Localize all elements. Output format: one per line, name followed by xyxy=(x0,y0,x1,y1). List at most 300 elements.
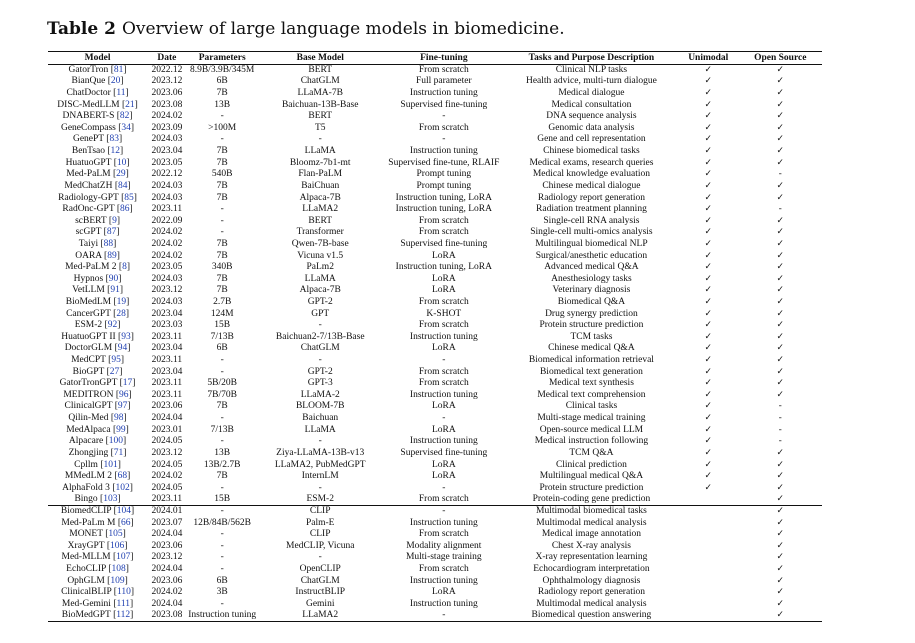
model-name: MedAlpaca xyxy=(66,424,111,435)
model-name: HuatuoGPT xyxy=(65,157,112,168)
model-name: GatorTron xyxy=(68,65,109,76)
cell-tasks: Clinical tasks xyxy=(565,401,618,412)
cell-open-source: ✓ xyxy=(776,308,785,319)
citation-link[interactable]: 82 xyxy=(119,111,130,122)
table-row xyxy=(48,413,822,425)
cell-model: Zhongjing [71] xyxy=(68,447,127,458)
cell-tasks: Chinese biomedical tasks xyxy=(543,146,640,157)
citation-link[interactable]: 12 xyxy=(110,146,121,157)
model-name: RadOnc-GPT xyxy=(62,204,115,215)
cell-open-source: ✓ xyxy=(776,180,785,191)
citation-link[interactable]: 66 xyxy=(121,517,131,528)
cell-tasks: Medical text comprehension xyxy=(537,389,646,400)
cell-unimodal: ✓ xyxy=(704,169,713,180)
citation-link[interactable]: 8 xyxy=(122,262,127,273)
table-caption-label: Table 2 xyxy=(47,19,116,39)
citation-link[interactable]: 94 xyxy=(117,343,128,354)
header-model: Model xyxy=(48,52,147,65)
cell-model: Bingo [103] xyxy=(74,494,121,505)
cell-model: MMedLM 2 [68] xyxy=(64,471,131,482)
cell-model: HuatuoGPT II [93] xyxy=(61,331,134,342)
cell-unimodal: ✓ xyxy=(704,99,713,110)
cell-tasks: Surgical/anesthetic education xyxy=(535,250,648,261)
model-name: BiomedCLIP xyxy=(60,506,112,517)
cell-date: 2024.02 xyxy=(151,227,183,238)
cell-parameters: 7B xyxy=(216,471,228,482)
cell-base-model: ChatGLM xyxy=(300,76,340,87)
cell-parameters: 15B xyxy=(214,494,231,505)
table-row xyxy=(48,285,822,297)
citation-link[interactable]: 34 xyxy=(121,122,131,133)
model-name: GatorTronGPT xyxy=(59,378,118,389)
model-name: Hypnos xyxy=(73,273,104,284)
cell-date: 2022.12 xyxy=(151,169,183,180)
cell-fine-tuning: - xyxy=(442,134,446,145)
cell-date: 2023.04 xyxy=(151,343,183,354)
table-row xyxy=(48,250,822,262)
cell-open-source: ✓ xyxy=(776,564,785,574)
cell-model: XrayGPT [106] xyxy=(67,540,128,551)
cell-date: 2024.02 xyxy=(151,250,183,261)
cell-open-source: ✓ xyxy=(776,250,785,261)
model-name: Radiology-GPT xyxy=(58,192,119,203)
cell-fine-tuning: LoRA xyxy=(431,424,456,435)
cell-date: 2023.07 xyxy=(151,517,183,528)
cell-unimodal: ✓ xyxy=(704,308,713,319)
cell-date: 2024.02 xyxy=(151,587,183,598)
cell-open-source: ✓ xyxy=(776,389,785,400)
cell-base-model: ChatGLM xyxy=(300,343,340,354)
cell-base-model: InstructBLIP xyxy=(295,587,346,598)
cell-model: Radiology-GPT [85] xyxy=(58,192,137,203)
model-name: Qilin-Med xyxy=(68,413,109,424)
model-name: BioMedGPT xyxy=(61,610,111,621)
cell-unimodal xyxy=(678,494,739,506)
table-row xyxy=(48,343,822,355)
cell-unimodal xyxy=(678,517,739,529)
cell-open-source: ✓ xyxy=(776,99,785,110)
cell-base-model: CLIP xyxy=(258,506,383,518)
cell-unimodal: ✓ xyxy=(704,227,713,238)
cell-base-model: BaiChuan xyxy=(301,180,340,191)
cell-base-model: - xyxy=(318,482,322,493)
cell-base-model: T5 xyxy=(314,122,326,133)
citation-link[interactable]: 83 xyxy=(109,134,119,145)
citation-link[interactable]: 109 xyxy=(110,575,125,586)
cell-parameters: - xyxy=(220,413,224,424)
cell-parameters: 15B xyxy=(214,320,231,331)
cell-fine-tuning: From scratch xyxy=(418,215,469,226)
cell-parameters: 7B xyxy=(216,273,228,284)
table-row xyxy=(48,262,822,274)
cell-unimodal: ✓ xyxy=(704,378,713,389)
citation-link[interactable]: 90 xyxy=(108,273,119,284)
cell-date: 2023.06 xyxy=(151,401,183,412)
cell-open-source: ✓ xyxy=(776,355,785,366)
cell-base-model: Palm-E xyxy=(305,517,335,528)
cell-tasks: Single-cell multi-omics analysis xyxy=(530,227,653,238)
cell-open-source: ✓ xyxy=(776,552,785,563)
citation-link[interactable]: 103 xyxy=(103,494,118,505)
model-name: Med-PaLM xyxy=(66,169,111,180)
table-row xyxy=(48,599,822,611)
citation-link[interactable]: 110 xyxy=(116,587,131,598)
cell-base-model: Qwen-7B-base xyxy=(291,238,349,249)
citation-link[interactable]: 28 xyxy=(116,308,126,319)
cell-fine-tuning: From scratch xyxy=(418,296,469,307)
cell-fine-tuning: LoRA xyxy=(431,459,456,470)
cell-base-model: GPT-2 xyxy=(307,366,333,377)
cell-tasks: Clinical prediction xyxy=(555,459,627,470)
cell-open-source: ✓ xyxy=(776,227,785,238)
table-row xyxy=(48,204,822,216)
table-row xyxy=(48,192,822,204)
cell-base-model: BERT xyxy=(308,111,333,122)
citation-link[interactable]: 10 xyxy=(116,157,127,168)
citation-link[interactable]: 68 xyxy=(117,471,128,482)
table-row xyxy=(48,146,822,158)
cell-date: 2024.03 xyxy=(151,273,183,284)
table-caption xyxy=(47,19,565,39)
table-row xyxy=(48,366,822,378)
cell-fine-tuning: Instruction tuning xyxy=(409,389,478,400)
cell-unimodal: ✓ xyxy=(704,296,713,307)
cell-fine-tuning: Prompt tuning xyxy=(416,169,472,180)
model-name: BenTsao xyxy=(71,146,105,157)
model-name: DISC-MedLLM xyxy=(57,99,120,110)
cell-date: 2023.04 xyxy=(151,366,183,377)
citation-link[interactable]: 86 xyxy=(120,204,130,215)
citation-link[interactable]: 71 xyxy=(113,447,124,458)
cell-tasks: Health advice, multi-turn dialogue xyxy=(525,76,657,87)
cell-fine-tuning: Instruction tuning xyxy=(409,331,478,342)
cell-tasks: Radiation treatment planning xyxy=(536,204,647,215)
cell-fine-tuning: Instruction tuning xyxy=(409,517,478,528)
cell-unimodal: ✓ xyxy=(704,65,713,76)
cell-date: 2023.09 xyxy=(151,122,183,133)
cell-parameters: 7B xyxy=(216,401,228,412)
cell-unimodal xyxy=(678,610,739,622)
table-caption-text: Overview of large language models in biomedicine. xyxy=(121,19,565,39)
cell-fine-tuning: K-SHOT xyxy=(426,308,462,319)
cell-unimodal: ✓ xyxy=(704,355,713,366)
cell-unimodal: ✓ xyxy=(704,343,713,354)
cell-base-model: LLaMA xyxy=(304,273,336,284)
cell-unimodal: ✓ xyxy=(704,146,713,157)
cell-fine-tuning: Prompt tuning xyxy=(416,180,472,191)
cell-fine-tuning: Instruction tuning xyxy=(409,598,478,609)
citation-link[interactable]: 105 xyxy=(108,529,123,540)
table-row xyxy=(48,482,822,494)
cell-tasks: Multimodal biomedical tasks xyxy=(505,506,678,518)
cell-date: 2023.05 xyxy=(151,157,183,168)
cell-tasks: Biomedical question answering xyxy=(505,610,678,622)
cell-model: DNABERT-S [82] xyxy=(62,111,133,122)
table-row xyxy=(48,332,822,344)
cell-tasks: Protein structure prediction xyxy=(539,482,644,493)
cell-fine-tuning: - xyxy=(383,506,505,518)
citation-link[interactable]: 101 xyxy=(103,459,118,470)
model-name: ESM-2 xyxy=(74,320,103,331)
citation-link[interactable]: 98 xyxy=(114,413,124,424)
cell-model: GatorTronGPT [17] xyxy=(59,378,136,389)
cell-base-model: PaLm2 xyxy=(306,262,334,273)
cell-fine-tuning: - xyxy=(442,482,446,493)
citation-link[interactable]: 19 xyxy=(116,296,127,307)
cell-open-source: ✓ xyxy=(776,540,785,551)
citation-link[interactable]: 81 xyxy=(113,65,124,76)
cell-base-model: ChatGLM xyxy=(300,575,340,586)
cell-tasks: Radiology report generation xyxy=(537,587,645,598)
table-row xyxy=(48,506,822,518)
citation-link[interactable]: 96 xyxy=(119,389,129,400)
citation-link[interactable]: 100 xyxy=(108,436,123,447)
cell-tasks: Multi-stage medical training xyxy=(537,413,646,424)
table-row xyxy=(48,529,822,541)
cell-open-source: ✓ xyxy=(776,378,785,389)
cell-model: MedChatZH [84] xyxy=(64,180,131,191)
citation-link[interactable]: 97 xyxy=(117,401,128,412)
cell-base-model: - xyxy=(318,355,322,366)
header-parameters: Parameters xyxy=(187,52,258,65)
model-name: Med-PaLM 2 xyxy=(65,262,117,273)
cell-unimodal xyxy=(678,540,739,552)
cell-date: 2023.08 xyxy=(151,99,183,110)
cell-date: 2023.04 xyxy=(151,308,183,319)
citation-link[interactable]: 85 xyxy=(124,192,134,203)
model-name: MEDITRON xyxy=(63,389,114,400)
cell-unimodal: ✓ xyxy=(704,250,713,261)
cell-tasks: TCM tasks xyxy=(570,331,613,342)
cell-parameters: 7B xyxy=(216,285,228,296)
header-open-source: Open Source xyxy=(739,52,823,65)
cell-base-model: LLaMA xyxy=(304,146,336,157)
citation-link[interactable]: 87 xyxy=(106,227,117,238)
header-unimodal: Unimodal xyxy=(678,52,739,65)
cell-open-source: ✓ xyxy=(776,296,785,307)
cell-base-model: - xyxy=(318,320,322,331)
table-row xyxy=(48,378,822,390)
citation-link[interactable]: 88 xyxy=(103,238,114,249)
citation-link[interactable]: 95 xyxy=(111,355,121,366)
cell-base-model: Baichuan-13B-Base xyxy=(281,99,359,110)
header-tasks: Tasks and Purpose Description xyxy=(505,52,678,65)
cell-tasks: Medical instruction following xyxy=(534,436,649,447)
cell-unimodal: ✓ xyxy=(704,262,713,273)
cell-fine-tuning: Instruction tuning xyxy=(409,88,478,99)
cell-base-model: LLaMA2, PubMedGPT xyxy=(274,459,366,470)
citation-link[interactable]: 89 xyxy=(107,250,117,261)
cell-base-model: OpenCLIP xyxy=(299,564,341,574)
cell-date: 2023.11 xyxy=(151,204,183,215)
citation-link[interactable]: 20 xyxy=(110,76,121,87)
citation-link[interactable]: 27 xyxy=(109,366,120,377)
cell-model: BiomedCLIP [104] xyxy=(48,506,147,518)
cell-model: OARA [89] xyxy=(75,250,120,261)
model-name: Med-MLLM xyxy=(61,552,111,563)
citation-link[interactable]: 106 xyxy=(110,540,125,551)
cell-model: ChatDoctor [11] xyxy=(66,88,129,99)
citation-link[interactable]: 29 xyxy=(116,169,126,180)
cell-date: 2023.05 xyxy=(151,262,183,273)
cell-model: MedAlpaca [99] xyxy=(66,424,129,435)
cell-open-source: ✓ xyxy=(776,320,785,331)
cell-model: ClinicalBLIP [110] xyxy=(61,587,135,598)
table-row xyxy=(48,65,822,77)
table-row xyxy=(48,424,822,436)
citation-link[interactable]: 104 xyxy=(116,506,132,517)
cell-parameters: 2.7B xyxy=(213,296,232,307)
model-name: Taiyi xyxy=(78,238,99,249)
citation-link[interactable]: 112 xyxy=(116,610,131,621)
citation-link[interactable]: 84 xyxy=(118,180,128,191)
citation-link[interactable]: 91 xyxy=(110,285,120,296)
cell-parameters: - xyxy=(220,436,224,447)
cell-unimodal xyxy=(678,506,739,518)
cell-date: 2022.12 xyxy=(151,65,183,76)
model-name: Zhongjing xyxy=(68,447,109,458)
cell-model: BioMedLM [19] xyxy=(65,296,130,307)
model-name: DoctorGLM xyxy=(64,343,113,354)
cell-date: 2024.05 xyxy=(151,436,183,447)
cell-tasks: Medical consultation xyxy=(551,99,632,110)
cell-unimodal xyxy=(678,587,739,599)
cell-unimodal: ✓ xyxy=(704,436,713,447)
cell-date: 2023.08 xyxy=(147,610,187,622)
cell-tasks: Protein structure prediction xyxy=(539,320,644,331)
cell-open-source: ✓ xyxy=(776,111,785,122)
cell-model: DISC-MedLLM [21] xyxy=(57,99,138,110)
cell-unimodal: ✓ xyxy=(704,180,713,191)
cell-fine-tuning: Supervised fine-tuning xyxy=(400,447,488,458)
cell-fine-tuning: Supervised fine-tuning xyxy=(400,99,488,110)
cell-open-source: ✓ xyxy=(776,575,785,586)
cell-date: 2024.04 xyxy=(151,529,183,540)
cell-unimodal: ✓ xyxy=(704,157,713,168)
cell-tasks: X-ray representation learning xyxy=(535,552,648,563)
cell-open-source: ✓ xyxy=(776,494,785,505)
table-row xyxy=(48,587,822,599)
cell-parameters: - xyxy=(220,529,224,540)
cell-model: Cpllm [101] xyxy=(74,459,121,470)
cell-base-model: Bloomz-7b1-mt xyxy=(289,157,351,168)
cell-parameters: - xyxy=(187,506,258,518)
cell-model: Med-MLLM [107] xyxy=(61,552,134,563)
cell-base-model: Ziya-LLaMA-13B-v13 xyxy=(276,447,365,458)
cell-base-model: Flan-PaLM xyxy=(298,169,343,180)
citation-link[interactable]: 9 xyxy=(112,215,117,226)
citation-link[interactable]: 17 xyxy=(122,378,133,389)
cell-tasks: Medical image annotation xyxy=(541,529,642,540)
model-name: Bingo xyxy=(74,494,98,505)
cell-date: 2023.12 xyxy=(151,285,183,296)
model-name: VetLLM xyxy=(72,285,105,296)
cell-tasks: Gene and cell representation xyxy=(537,134,646,145)
cell-model: BianQue [20] xyxy=(71,76,124,87)
model-name: scBERT xyxy=(75,215,107,226)
cell-date: 2023.11 xyxy=(151,355,183,366)
cell-fine-tuning: Instruction tuning xyxy=(409,575,478,586)
cell-model: BioMedGPT [112] xyxy=(48,610,147,622)
cell-unimodal: ✓ xyxy=(704,389,713,400)
citation-link[interactable]: 21 xyxy=(125,99,135,110)
citation-link[interactable]: 102 xyxy=(115,482,130,493)
cell-open-source: ✓ xyxy=(776,134,785,145)
cell-model: GenePT [83] xyxy=(72,134,123,145)
citation-link[interactable]: 92 xyxy=(107,320,118,331)
cell-unimodal: ✓ xyxy=(704,111,713,122)
cell-base-model: BERT xyxy=(308,65,333,76)
cell-fine-tuning: From scratch xyxy=(418,65,469,76)
cell-fine-tuning: From scratch xyxy=(418,227,469,238)
cell-unimodal: ✓ xyxy=(704,285,713,296)
cell-open-source: ✓ xyxy=(776,343,785,354)
citation-link[interactable]: 99 xyxy=(116,424,126,435)
cell-parameters: 7/13B xyxy=(210,424,234,435)
citation-link[interactable]: 11 xyxy=(116,88,126,99)
cell-tasks: Biomedical Q&A xyxy=(557,296,626,307)
cell-tasks: Advanced medical Q&A xyxy=(544,262,639,273)
cell-open-source: ✓ xyxy=(776,122,785,133)
cell-fine-tuning: Instruction tuning, LoRA xyxy=(395,192,492,203)
cell-unimodal: ✓ xyxy=(704,192,713,203)
cell-parameters: - xyxy=(220,540,224,551)
model-name: Med-PaLm M xyxy=(61,517,116,528)
cell-parameters: 13B/2.7B xyxy=(203,459,241,470)
cell-unimodal: ✓ xyxy=(704,424,713,435)
cell-open-source: ✓ xyxy=(776,285,785,296)
citation-link[interactable]: 111 xyxy=(116,598,131,609)
cell-unimodal: ✓ xyxy=(704,401,713,412)
cell-model: Taiyi [88] xyxy=(78,238,117,249)
cell-base-model: BLOOM-7B xyxy=(295,401,345,412)
cell-parameters: 7B xyxy=(216,180,228,191)
header-fine-tuning: Fine-tuning xyxy=(383,52,505,65)
cell-parameters: - xyxy=(220,227,224,238)
cell-open-source: ✓ xyxy=(776,76,785,87)
model-name: OARA xyxy=(75,250,102,261)
citation-link[interactable]: 108 xyxy=(111,564,126,574)
cell-tasks: Biomedical text generation xyxy=(539,366,643,377)
cell-base-model: Vicuna v1.5 xyxy=(297,250,344,261)
cell-model: scBERT [9] xyxy=(75,215,120,226)
cell-parameters: - xyxy=(220,552,224,563)
cell-parameters: - xyxy=(220,215,224,226)
cell-model: scGPT [87] xyxy=(75,227,120,238)
cell-model: MEDITRON [96] xyxy=(63,389,132,400)
cell-tasks: Multilingual biomedical NLP xyxy=(535,238,648,249)
cell-open-source: ✓ xyxy=(776,587,785,598)
cell-date: 2023.06 xyxy=(151,540,183,551)
table-row xyxy=(48,99,822,111)
cell-tasks: Multimodal medical analysis xyxy=(536,598,647,609)
citation-link[interactable]: 93 xyxy=(121,331,131,342)
cell-base-model: InternLM xyxy=(301,471,339,482)
citation-link[interactable]: 107 xyxy=(116,552,131,563)
cell-date: 2023.11 xyxy=(151,494,183,505)
cell-parameters: 340B xyxy=(211,262,233,273)
cell-tasks: Protein-coding gene prediction xyxy=(532,494,651,505)
cell-tasks: Veterinary diagnosis xyxy=(552,285,631,296)
cell-parameters: 8.9B/3.9B/345M xyxy=(189,65,255,76)
cell-fine-tuning: Supervised fine-tune, RLAIF xyxy=(388,157,500,168)
cell-fine-tuning: - xyxy=(442,111,446,122)
cell-date: 2023.11 xyxy=(151,331,183,342)
cell-tasks: Multimodal medical analysis xyxy=(536,517,647,528)
cell-open-source: ✓ xyxy=(776,529,785,540)
cell-parameters: >100M xyxy=(208,122,237,133)
model-name: MedCPT xyxy=(71,355,106,366)
